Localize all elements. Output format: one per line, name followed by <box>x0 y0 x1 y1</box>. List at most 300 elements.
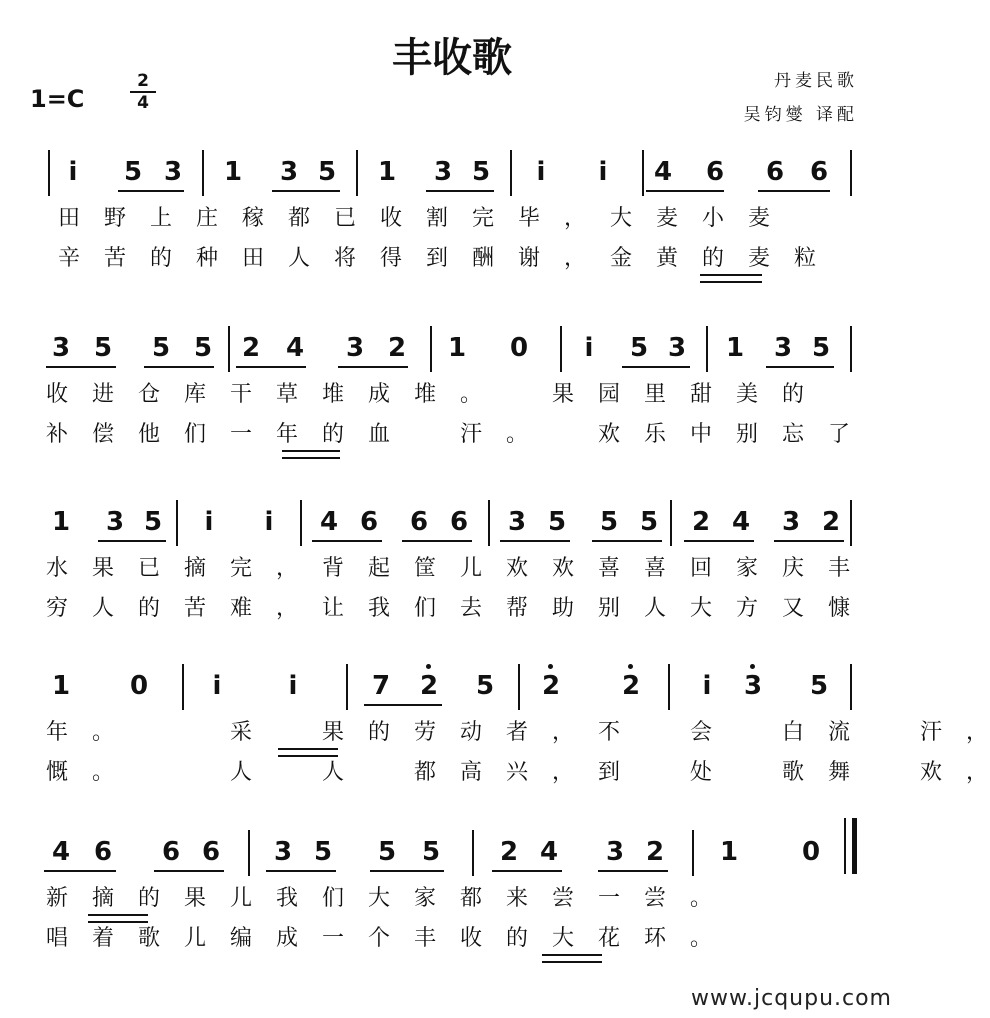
lyric-char: 的 <box>367 720 390 745</box>
note: 4 <box>653 157 673 187</box>
staff-row <box>0 830 904 960</box>
lyric-char: 人 <box>321 760 344 785</box>
lyric-char: 庄 <box>195 206 218 231</box>
note: 6 <box>161 837 181 867</box>
beam <box>402 540 472 542</box>
lyric-char: 起 <box>367 556 390 581</box>
beam <box>118 190 184 192</box>
lyric-char: 收 <box>459 926 482 951</box>
lyric-char: 他 <box>137 422 160 447</box>
lyric-char: 成 <box>275 926 298 951</box>
bar-line <box>668 664 670 710</box>
lyric-char: 干 <box>229 382 252 407</box>
lyric-char: 。 <box>689 886 712 911</box>
lyric-char: 喜 <box>597 556 620 581</box>
note: 5 <box>639 507 659 537</box>
lyric-char: 麦 <box>747 206 770 231</box>
lyric-char: 我 <box>275 886 298 911</box>
lyric-char: 欢 <box>551 556 574 581</box>
note: 1 <box>447 333 467 363</box>
note: 0 <box>801 837 821 867</box>
lyric-char: 了 <box>827 422 850 447</box>
lyric-char: 收 <box>45 382 68 407</box>
lyric-char <box>274 720 300 746</box>
lyric-char: 人 <box>287 246 310 271</box>
note: 5 <box>313 837 333 867</box>
note: i <box>264 507 274 537</box>
lyric-line-2 <box>44 596 864 622</box>
note: 1 <box>51 507 71 537</box>
lyric-char: 。 <box>91 720 114 745</box>
lyric-line-2 <box>44 926 864 952</box>
bar-line <box>176 500 178 546</box>
lyric-char: 的 <box>781 382 804 407</box>
lyric-char: 劳 <box>413 720 436 745</box>
note: 1 <box>725 333 745 363</box>
note: 3 <box>105 507 125 537</box>
lyric-char: 别 <box>597 596 620 621</box>
lyric-char: 金 <box>609 246 632 271</box>
lyric-char: 谢 <box>517 246 540 271</box>
lyric-char <box>182 720 208 746</box>
lyric-char: ， <box>275 556 298 581</box>
lyric-char: 种 <box>195 246 218 271</box>
lyric-char: 大 <box>551 926 574 951</box>
lyric-char: 年 <box>275 422 298 447</box>
bar-line <box>692 830 694 876</box>
lyric-char: ， <box>275 596 298 621</box>
bar-line <box>248 830 250 876</box>
lyric-char: 舞 <box>827 760 850 785</box>
lyric-char <box>642 760 668 786</box>
note: 5 <box>317 157 337 187</box>
tie-underline <box>278 748 338 757</box>
lyric-char: 背 <box>321 556 344 581</box>
lyric-char: 人 <box>91 596 114 621</box>
note: 1 <box>719 837 739 867</box>
bar-line <box>300 500 302 546</box>
lyric-char: 粒 <box>793 246 816 271</box>
lyric-char: 割 <box>425 206 448 231</box>
lyric-char: ， <box>563 206 586 231</box>
lyric-char: 麦 <box>655 206 678 231</box>
lyric-char: 大 <box>367 886 390 911</box>
lyric-char <box>734 720 760 746</box>
lyric-line-2 <box>44 760 988 786</box>
note: 4 <box>51 837 71 867</box>
lyric-char: 到 <box>425 246 448 271</box>
lyric-char: 田 <box>57 206 80 231</box>
lyric-char: 欢 <box>597 422 620 447</box>
lyric-char: 果 <box>91 556 114 581</box>
lyric-char <box>274 760 300 786</box>
lyric-char: 我 <box>367 596 390 621</box>
beam <box>364 704 442 706</box>
lyric-char: 们 <box>321 886 344 911</box>
lyric-char: 上 <box>149 206 172 231</box>
note: i <box>598 157 608 187</box>
lyric-char: 一 <box>229 422 252 447</box>
lyric-char: 新 <box>45 886 68 911</box>
beam <box>766 366 834 368</box>
beam <box>492 870 562 872</box>
lyric-char: 库 <box>183 382 206 407</box>
lyric-char: 高 <box>459 760 482 785</box>
lyric-char: 慷 <box>827 596 850 621</box>
beam <box>266 870 336 872</box>
lyric-char: 的 <box>137 596 160 621</box>
note: i <box>288 671 298 701</box>
lyric-char: 大 <box>609 206 632 231</box>
note: 5 <box>475 671 495 701</box>
staff-row <box>0 326 904 456</box>
tie-underline <box>700 274 762 283</box>
bar-line <box>228 326 230 372</box>
lyric-char: 完 <box>471 206 494 231</box>
lyric-char: 仓 <box>137 382 160 407</box>
lyric-char: 都 <box>413 760 436 785</box>
bar-line <box>472 830 474 876</box>
note: 2 <box>821 507 841 537</box>
lyric-char: 将 <box>333 246 356 271</box>
lyric-char: 编 <box>229 926 252 951</box>
staff-row <box>0 500 904 630</box>
lyric-char: 都 <box>459 886 482 911</box>
lyric-char: 又 <box>781 596 804 621</box>
note: 4 <box>285 333 305 363</box>
note: 2 <box>241 333 261 363</box>
lyric-char: 回 <box>689 556 712 581</box>
note: 6 <box>809 157 829 187</box>
note: 5 <box>471 157 491 187</box>
beam <box>44 870 116 872</box>
lyric-char: 水 <box>45 556 68 581</box>
lyric-line-2 <box>44 422 864 448</box>
bar-line <box>182 664 184 710</box>
lyric-char: 歌 <box>781 760 804 785</box>
tie-underline <box>282 450 340 459</box>
note: 5 <box>547 507 567 537</box>
lyric-char: 儿 <box>459 556 482 581</box>
final-bar-thin <box>844 818 846 874</box>
lyric-char: 一 <box>597 886 620 911</box>
lyric-char: 唱 <box>45 926 68 951</box>
note: 2 <box>620 672 642 700</box>
note: 3 <box>345 333 365 363</box>
lyric-char: 们 <box>413 596 436 621</box>
lyric-char: 花 <box>597 926 620 951</box>
lyric-line-1 <box>44 556 864 582</box>
note: 3 <box>781 507 801 537</box>
note: 5 <box>377 837 397 867</box>
high-octave-dot <box>750 664 755 669</box>
note: 6 <box>409 507 429 537</box>
note: 2 <box>645 837 665 867</box>
lyric-char: 人 <box>229 760 252 785</box>
lyric-char: 堆 <box>413 382 436 407</box>
lyric-char: 动 <box>459 720 482 745</box>
lyric-char <box>136 720 162 746</box>
lyric-char: 草 <box>275 382 298 407</box>
lyric-char: 到 <box>597 760 620 785</box>
note: 4 <box>319 507 339 537</box>
note: i <box>536 157 546 187</box>
bar-line <box>48 150 50 196</box>
note: 3 <box>163 157 183 187</box>
credit-translator: 吴钧燮 译配 <box>743 105 858 125</box>
lyric-char: 苦 <box>103 246 126 271</box>
lyric-char: 筐 <box>413 556 436 581</box>
note: 1 <box>223 157 243 187</box>
lyric-char: 儿 <box>229 886 252 911</box>
lyric-char: 得 <box>379 246 402 271</box>
bar-line <box>430 326 432 372</box>
note: i <box>204 507 214 537</box>
beam <box>646 190 724 192</box>
bar-line <box>510 150 512 196</box>
lyric-char: ， <box>965 760 988 785</box>
high-octave-dot <box>628 664 633 669</box>
lyric-char: 血 <box>367 422 390 447</box>
note: 2 <box>387 333 407 363</box>
bar-line <box>850 500 852 546</box>
lyric-line-1 <box>56 206 876 232</box>
lyric-char: 兴 <box>505 760 528 785</box>
beam <box>312 540 382 542</box>
lyric-char: 苦 <box>183 596 206 621</box>
credits <box>744 64 858 132</box>
bar-line <box>670 500 672 546</box>
lyric-char: 大 <box>689 596 712 621</box>
beam <box>154 870 224 872</box>
lyric-char <box>734 760 760 786</box>
note: 5 <box>143 507 163 537</box>
lyric-char: 者 <box>505 720 528 745</box>
lyric-char: 去 <box>459 596 482 621</box>
key-signature: 1=C <box>30 85 85 113</box>
note: i <box>584 333 594 363</box>
lyric-char: 的 <box>137 886 160 911</box>
lyric-char: 已 <box>333 206 356 231</box>
lyric-char: 家 <box>735 556 758 581</box>
lyric-char <box>642 720 668 746</box>
note: 5 <box>421 837 441 867</box>
note: 6 <box>201 837 221 867</box>
lyric-char: 堆 <box>321 382 344 407</box>
note: 0 <box>509 333 529 363</box>
credit-origin: 丹麦民歌 <box>774 71 858 91</box>
lyric-char: 小 <box>701 206 724 231</box>
lyric-char: 的 <box>701 246 724 271</box>
lyric-line-1 <box>44 720 988 746</box>
lyric-char: 的 <box>321 422 344 447</box>
lyric-char: 乐 <box>643 422 666 447</box>
final-bar-thick <box>852 818 857 874</box>
note: 1 <box>377 157 397 187</box>
lyric-char: 歌 <box>137 926 160 951</box>
song-title: 丰收歌 <box>392 35 512 81</box>
time-signature-top: 2 <box>137 71 149 91</box>
lyric-char: 。 <box>505 422 528 447</box>
lyric-char: 偿 <box>91 422 114 447</box>
lyric-char: 收 <box>379 206 402 231</box>
lyric-char: 。 <box>689 926 712 951</box>
lyric-char: 年 <box>45 720 68 745</box>
lyric-char: 采 <box>229 720 252 745</box>
lyric-char <box>136 760 162 786</box>
beam <box>592 540 662 542</box>
lyric-char: 一 <box>321 926 344 951</box>
lyric-char: 摘 <box>91 886 114 911</box>
note: 3 <box>507 507 527 537</box>
beam <box>500 540 570 542</box>
lyric-char: 。 <box>91 760 114 785</box>
beam <box>758 190 830 192</box>
time-signature <box>128 72 158 112</box>
lyric-char: 果 <box>321 720 344 745</box>
note: 2 <box>540 672 562 700</box>
lyric-char: 穷 <box>45 596 68 621</box>
lyric-char: 里 <box>643 382 666 407</box>
note: 6 <box>93 837 113 867</box>
bar-line <box>850 150 852 196</box>
lyric-char: 果 <box>551 382 574 407</box>
beam <box>774 540 844 542</box>
lyric-char <box>504 382 530 408</box>
bar-line <box>518 664 520 710</box>
beam <box>622 366 690 368</box>
lyric-char: 尝 <box>551 886 574 911</box>
lyric-char: 尝 <box>643 886 666 911</box>
beam <box>144 366 214 368</box>
lyric-char: 麦 <box>747 246 770 271</box>
note: 3 <box>273 837 293 867</box>
lyric-char: 流 <box>827 720 850 745</box>
bar-line <box>488 500 490 546</box>
lyric-char: 美 <box>735 382 758 407</box>
lyric-char: 汗 <box>459 422 482 447</box>
lyric-line-1 <box>44 886 864 912</box>
lyric-char <box>366 760 392 786</box>
lyric-char: 果 <box>183 886 206 911</box>
lyric-char: 成 <box>367 382 390 407</box>
lyric-char: 会 <box>689 720 712 745</box>
lyric-char: 人 <box>643 596 666 621</box>
lyric-char: 的 <box>505 926 528 951</box>
lyric-char <box>412 422 438 448</box>
beam <box>598 870 668 872</box>
lyric-char: 个 <box>367 926 390 951</box>
lyric-char: 补 <box>45 422 68 447</box>
note: 6 <box>449 507 469 537</box>
lyric-char: 的 <box>149 246 172 271</box>
beam <box>426 190 494 192</box>
note: i <box>702 671 712 701</box>
lyric-char: 欢 <box>919 760 942 785</box>
note: 2 <box>418 672 440 700</box>
lyric-char: 园 <box>597 382 620 407</box>
note: 3 <box>605 837 625 867</box>
note: 7 <box>371 671 391 701</box>
bar-line <box>850 326 852 372</box>
high-octave-dot <box>426 664 431 669</box>
watermark: www.jcqupu.com <box>691 986 892 1011</box>
beam <box>684 540 754 542</box>
lyric-char: 毕 <box>517 206 540 231</box>
lyric-char: 稼 <box>241 206 264 231</box>
lyric-char: 田 <box>241 246 264 271</box>
lyric-char: 野 <box>103 206 126 231</box>
beam <box>338 366 408 368</box>
lyric-char: 来 <box>505 886 528 911</box>
lyric-char: 着 <box>91 926 114 951</box>
note: 3 <box>742 672 764 700</box>
lyric-char: 进 <box>91 382 114 407</box>
lyric-char: 中 <box>689 422 712 447</box>
high-octave-dot <box>548 664 553 669</box>
lyric-char: 们 <box>183 422 206 447</box>
note: 3 <box>279 157 299 187</box>
bar-line <box>560 326 562 372</box>
beam <box>46 366 116 368</box>
note: 3 <box>433 157 453 187</box>
note: 5 <box>809 671 829 701</box>
note: 5 <box>151 333 171 363</box>
note: 6 <box>705 157 725 187</box>
bar-line <box>356 150 358 196</box>
lyric-char: 忘 <box>781 422 804 447</box>
bar-line <box>202 150 204 196</box>
note: 5 <box>193 333 213 363</box>
lyric-char: 喜 <box>643 556 666 581</box>
note: 0 <box>129 671 149 701</box>
lyric-char <box>872 760 898 786</box>
lyric-char: 欢 <box>505 556 528 581</box>
note: 4 <box>539 837 559 867</box>
tie-underline <box>542 954 602 963</box>
bar-line <box>642 150 644 196</box>
lyric-char: 都 <box>287 206 310 231</box>
lyric-char: 难 <box>229 596 252 621</box>
staff-row <box>0 664 988 794</box>
note: 2 <box>691 507 711 537</box>
lyric-char: 完 <box>229 556 252 581</box>
lyric-char: 助 <box>551 596 574 621</box>
lyric-char: 家 <box>413 886 436 911</box>
lyric-char: 慨 <box>45 760 68 785</box>
lyric-char: 。 <box>459 382 482 407</box>
lyric-char: ， <box>551 760 574 785</box>
bar-line <box>346 664 348 710</box>
note: 6 <box>359 507 379 537</box>
lyric-char: 庆 <box>781 556 804 581</box>
tie-underline <box>88 914 148 923</box>
lyric-char: 方 <box>735 596 758 621</box>
note: 5 <box>123 157 143 187</box>
lyric-char: 黄 <box>655 246 678 271</box>
note: i <box>68 157 78 187</box>
lyric-char: 不 <box>597 720 620 745</box>
note: 1 <box>51 671 71 701</box>
lyric-char: 汗 <box>919 720 942 745</box>
lyric-char: ， <box>551 720 574 745</box>
lyric-char: 辛 <box>57 246 80 271</box>
note: 5 <box>93 333 113 363</box>
lyric-char: 处 <box>689 760 712 785</box>
staff-row <box>0 150 904 280</box>
note: 5 <box>811 333 831 363</box>
note: 5 <box>599 507 619 537</box>
